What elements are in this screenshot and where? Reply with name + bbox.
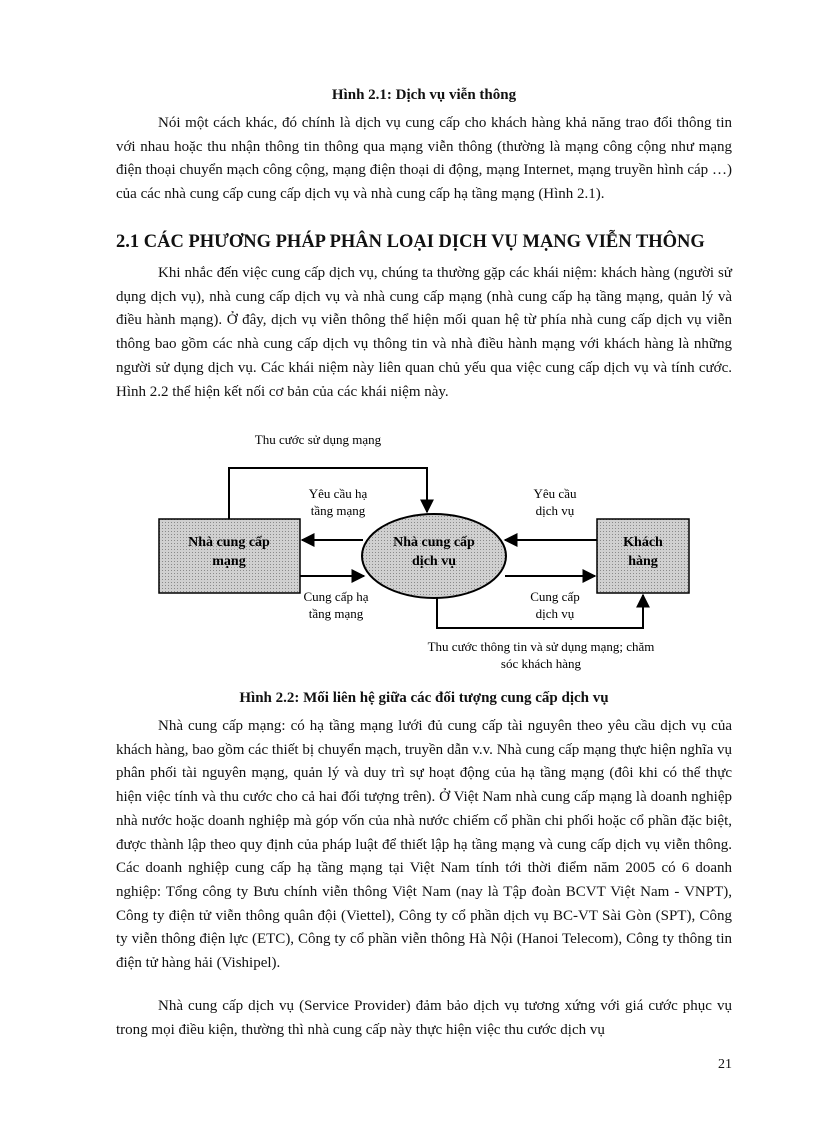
service-request-label-line1: Yêu cầu: [533, 486, 577, 501]
paragraph-concepts: Khi nhắc đến việc cung cấp dịch vụ, chúng ta thường gặp các khái niệm: khách hàng (người sử dụng dịch vụ), nhà cung cấp dịch vụ và nhà cung cấp mạng (nhà cung cấp hạ tầng mạng, quản lý và điều hành mạng). Ở đây, dịch vụ viễn thông thể hiện mối quan hệ từ phía nhà cung cấp dịch vụ viễn thông bao gồm các nhà cung cấp dịch vụ thông tin và nhà điều hành mạng với khách hàng là những người sử dụng dịch vụ. Các khái niệm này liên quan chủ yếu qua việc cung cấp dịch vụ và tính cước. Hình 2.2 thể hiện kết nối cơ bản của các khái niệm này.: [116, 265, 732, 400]
service-supply-label-line2: dịch vụ: [535, 606, 575, 621]
service-provider-label-line1: Nhà cung cấp: [393, 535, 475, 550]
infra-request-label-line2: tầng mạng: [310, 503, 366, 518]
customer-label-line1: Khách: [623, 535, 663, 550]
network-provider-label-line2: mạng: [212, 554, 246, 569]
customer-label-line2: hàng: [628, 554, 658, 569]
service-provider-label-line2: dịch vụ: [412, 554, 456, 569]
infra-request-label-line1: Yêu cầu hạ: [308, 486, 368, 501]
service-request-label-line2: dịch vụ: [535, 503, 575, 518]
info-fee-care-label-line1: Thu cước thông tin và sử dụng mạng; chăm: [427, 639, 655, 654]
network-provider-label-line1: Nhà cung cấp: [188, 535, 270, 550]
paragraph-intro: Nói một cách khác, đó chính là dịch vụ cung cấp cho khách hàng khả năng trao đổi thông tin với nhau hoặc thu nhận thông tin thông qua mạng viễn thông (thường là mạng công cộng như mạng điện thoại chuyển mạch công cộng, mạng điện thoại di động, mạng Internet, mạng truyền hình cáp …) của các nhà cung cấp cung cấp dịch vụ và nhà cung cấp hạ tầng mạng (Hình 2.1).: [116, 115, 732, 203]
info-fee-care-label-line2: sóc khách hàng: [500, 656, 582, 671]
service-supply-label-line1: Cung cấp: [530, 589, 580, 604]
infra-supply-label-line1: Cung cấp hạ: [303, 589, 369, 604]
figure-2-1-caption: Hình 2.1: Dịch vụ viễn thông: [331, 87, 517, 103]
network-usage-fee-label: Thu cước sử dụng mạng: [254, 432, 382, 447]
section-heading: 2.1 CÁC PHƯƠNG PHÁP PHÂN LOẠI DỊCH VỤ MẠNG VIỄN THÔNG: [116, 232, 705, 252]
paragraph-service-provider: Nhà cung cấp dịch vụ (Service Provider) đảm bảo dịch vụ tương xứng với giá cước phục vụ trong mọi điều kiện, thường thì nhà cung cấp này thực hiện việc thu cước dịch vụ: [116, 998, 732, 1038]
infra-supply-label-line2: tầng mạng: [308, 606, 364, 621]
paragraph-network-provider: Nhà cung cấp mạng: có hạ tầng mạng lưới đủ cung cấp tài nguyên theo yêu cầu dịch vụ của khách hàng, bao gồm các thiết bị chuyển mạch, truyền dẫn v.v. Nhà cung cấp mạng thực hiện nghĩa vụ phân phối tài nguyên mạng, quản lý và duy trì sự hoạt động của hạ tầng mạng (đôi khi có thể thực hiện việc tính và thu cước cho cả hai đối tượng trên). Ở Việt Nam nhà cung cấp mạng là doanh nghiệp nhà nước hoặc doanh nghiệp mà góp vốn của nhà nước chiếm cổ phần chi phối hoặc cổ phần đặc biệt, được thành lập theo quy định của pháp luật để thiết lập hạ tầng mạng và cung cấp dịch vụ viễn thông. Các doanh nghiệp cung cấp hạ tầng mạng tại Việt Nam tính tới thời điểm năm 2005 có 6 doanh nghiệp: Tổng công ty Bưu chính viễn thông Việt Nam (nay là Tập đoàn BCVT Việt Nam - VNPT), Công ty điện tử viễn thông quân đội (Viettel), Công ty cổ phần dịch vụ BC-VT Sài Gòn (SPT), Công ty viễn thông điện lực (ETC), Công ty cổ phần viễn thông Hà Nội (Hanoi Telecom), Công ty thông tin điện tử hàng hải (Vishipel).: [116, 718, 732, 972]
figure-2-2-caption: Hình 2.2: Mối liên hệ giữa các đối tượng cung cấp dịch vụ: [239, 690, 609, 706]
page-number: 21: [718, 1057, 732, 1072]
